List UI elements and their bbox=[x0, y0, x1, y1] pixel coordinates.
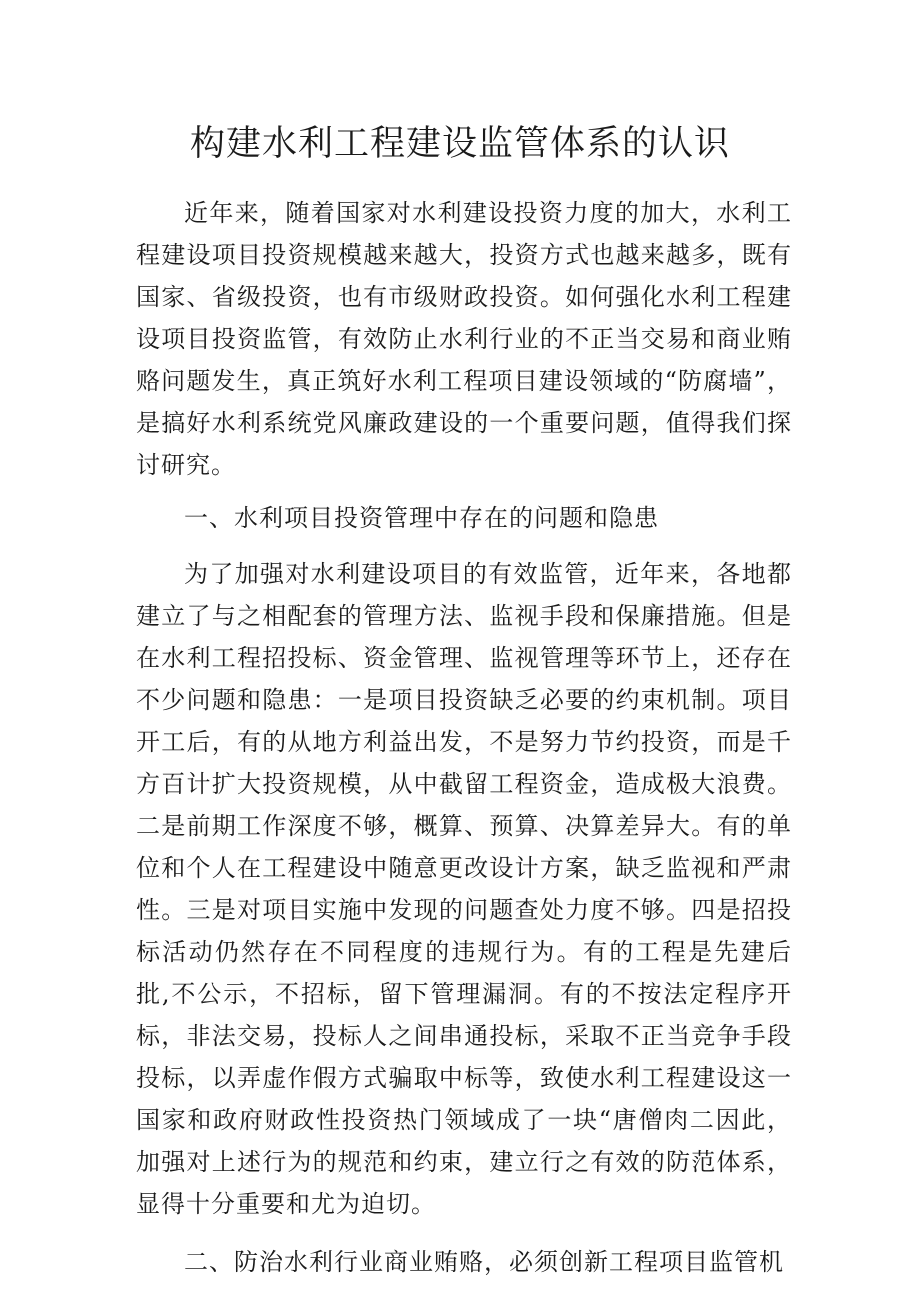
paragraph-spacer bbox=[136, 539, 792, 553]
document-title: 构建水利工程建设监管体系的认识 bbox=[189, 124, 730, 164]
intro-paragraph: 近年来，随着国家对水利建设投资力度的加大，水利工程建设项目投资规模越来越大，投资方式也越来越多，既有国家、省级投资，也有市级财政投资。如何强化水利工程建设项目投资监管，有效防止水利行业的不正当交易和商业贿赂问题发生，真正筑好水利工程项目建设领域的“防腐墙”，是搞好水利系统党风廉政建设的一个重要问题，值得我们探讨研究。 bbox=[136, 199, 792, 479]
section-1-paragraph: 为了加强对水利建设项目的有效监管，近年来，各地都建立了与之相配套的管理方法、监视手段和保廉措施。但是在水利工程招投标、资金管理、监视管理等环节上，还存在不少问题和隐患：一是项目投资缺乏必要的约束机制。项目开工后，有的从地方利益出发，不是努力节约投资，而是千方百计扩大投资规模，从中截留工程资金，造成极大浪费。二是前期工作深度不够，概算、预算、决算差异大。有的单位和个人在工程建设中随意更改设计方案，缺乏监视和严肃性。三是对项目实施中发现的问题查处力度不够。四是招投标活动仍然存在不同程度的违规行为。有的工程是先建后批,不公示，不招标，留下管理漏洞。有的不按法定程序开标，非法交易，投标人之间串通投标，采取不正当竞争手段投标，以弄虚作假方式骗取中标等，致使水利工程建设这一国家和政府财政性投资热门领域成了一块“唐僧肉二因此，加强对上述行为的规范和约束，建立行之有效的防范体系，显得十分重要和尤为迫切。 bbox=[136, 560, 792, 1218]
section-2-heading: 二、防治水利行业商业贿赂，必须创新工程项目监管机 bbox=[184, 1248, 784, 1276]
paragraph-spacer bbox=[136, 1225, 792, 1241]
paragraph-spacer bbox=[136, 486, 792, 497]
document-body bbox=[136, 192, 792, 1283]
section-1-heading: 一、水利项目投资管理中存在的问题和隐患 bbox=[184, 504, 659, 532]
